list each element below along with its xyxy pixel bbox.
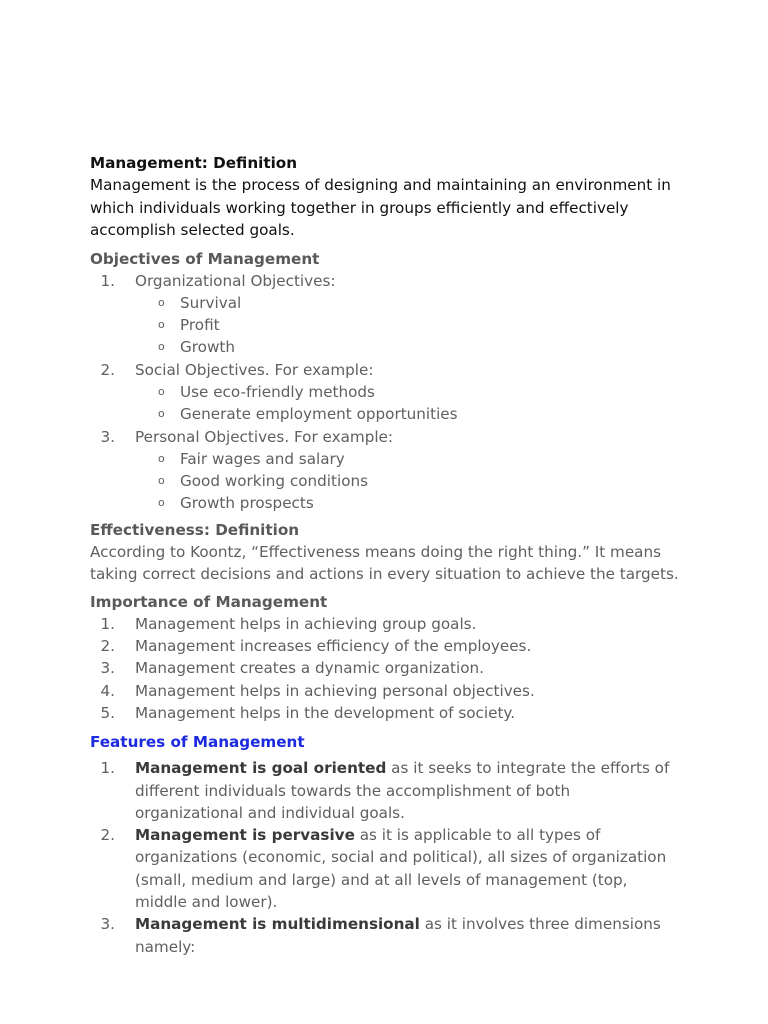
list-item [90,613,690,635]
list-item [90,426,690,448]
feature-text: as it involves three dimensions namely: [135,915,661,956]
sub-list-item-label: Survival [180,293,242,312]
sub-list-item-label: Generate employment opportunities [180,405,458,424]
list-number: 2. [100,826,115,845]
list-item [90,270,690,292]
objectives-list [90,270,690,515]
feature-text: as it seeks to integrate the efforts of different individuals towards the accomplishment of both organizational and individual goals. [135,759,670,822]
list-item [90,913,690,958]
objectives-heading: Objectives of Management [90,249,320,268]
circle-bullet-icon: o [158,496,165,510]
document-page [90,152,690,958]
circle-bullet-icon: o [158,407,165,421]
circle-bullet-icon: o [158,474,165,488]
list-item [90,359,690,381]
list-item [90,824,690,913]
list-item [90,702,690,724]
sub-list-item [90,381,690,403]
list-item-text: Management creates a dynamic organization. [135,659,484,678]
importance-list [90,613,690,724]
sub-list-item [90,470,690,492]
sub-list-item [90,492,690,514]
list-number: 1. [100,271,115,290]
sub-list-item [90,403,690,425]
sub-list-wrapper [90,381,690,426]
effectiveness-heading: Effectiveness: Definition [90,520,300,539]
list-number: 5. [100,703,115,722]
sub-list-item-label: Growth [180,338,235,357]
sub-list-wrapper [90,448,690,515]
list-item [90,680,690,702]
list-number: 2. [100,360,115,379]
features-list [90,757,690,958]
list-number: 2. [100,637,115,656]
sub-list-item [90,336,690,358]
list-number: 4. [100,681,115,700]
importance-heading: Importance of Management [90,592,328,611]
circle-bullet-icon: o [158,318,165,332]
circle-bullet-icon: o [158,451,165,465]
circle-bullet-icon: o [158,340,165,354]
list-item-text: Management helps in achieving group goals. [135,614,477,633]
list-item-text: Management helps in the development of society. [135,703,516,722]
feature-bold-lead: Management is multidimensional [135,915,420,934]
sub-list-item-label: Fair wages and salary [180,449,345,468]
sub-list [90,292,690,359]
sub-list-item-label: Growth prospects [180,494,314,513]
sub-list [90,448,690,515]
list-number: 1. [100,614,115,633]
list-number: 3. [100,427,115,446]
feature-text: as it is applicable to all types of organizations (economic, social and political), all sizes of organization (small, medium and large) and at all levels of management (top, middle and lower). [135,826,667,912]
sub-list-item [90,314,690,336]
sub-list-item-label: Profit [180,316,220,335]
list-item-text: Management helps in achieving personal objectives. [135,681,535,700]
list-item-text: Management increases efficiency of the employees. [135,637,532,656]
definition-text: Management is the process of designing and maintaining an environment in which individuals working together in groups efficiently and effectively accomplish selected goals. [90,176,671,239]
features-heading: Features of Management [90,733,305,752]
sub-list-item-label: Good working conditions [180,472,369,491]
list-item [90,657,690,679]
sub-list-item [90,448,690,470]
list-item-label: Personal Objectives. For example: [135,427,394,446]
list-number: 1. [100,759,115,778]
list-item-label: Organizational Objectives: [135,271,336,290]
sub-list-item [90,292,690,314]
circle-bullet-icon: o [158,295,165,309]
list-item [90,635,690,657]
sub-list [90,381,690,426]
definition-heading: Management: Definition [90,154,298,172]
list-item [90,757,690,824]
list-item-label: Social Objectives. For example: [135,360,374,379]
feature-bold-lead: Management is pervasive [135,826,355,845]
effectiveness-text: According to Koontz, “Effectiveness means doing the right thing.” It means taking correct decisions and actions in every situation to achieve the targets. [90,542,679,584]
circle-bullet-icon: o [158,384,165,398]
list-number: 3. [100,915,115,934]
sub-list-wrapper [90,292,690,359]
sub-list-item-label: Use eco-friendly methods [180,382,375,401]
feature-bold-lead: Management is goal oriented [135,759,387,778]
list-number: 3. [100,659,115,678]
